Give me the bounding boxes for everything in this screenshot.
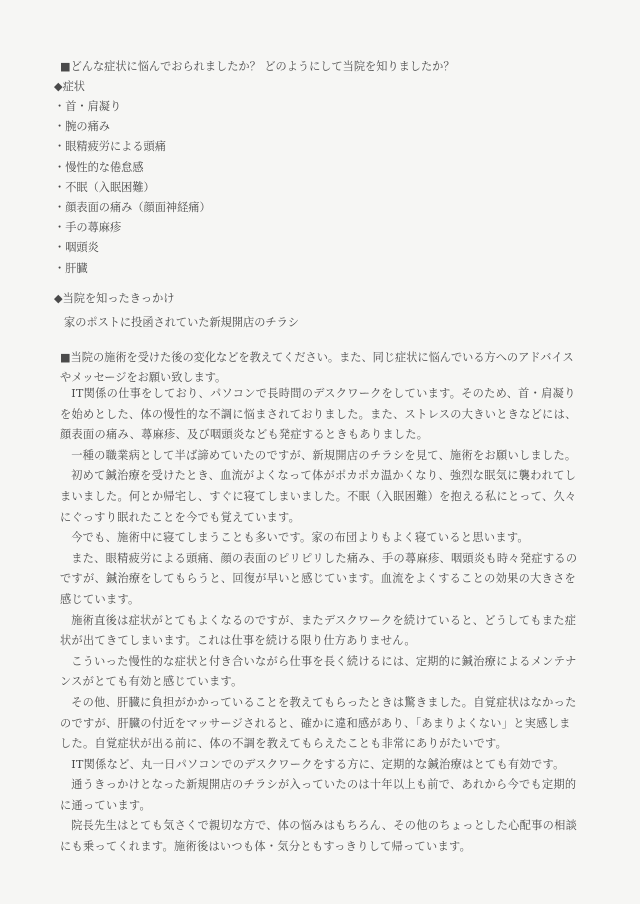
- symptom-item: ・腕の痛み: [54, 120, 110, 134]
- answer-paragraph: 今でも、施術中に寝てしまうことも多いです。家の布団よりもよく寝ていると思います。: [71, 531, 529, 545]
- source-text: 家のポストに投函されていた新規開店のチラシ: [64, 316, 299, 329]
- answer-paragraph: IT関係など、丸一日パソコンでのデスクワークをする方に、定期的な鍼治療はとても有効です。: [71, 757, 565, 771]
- symptom-list: [54, 100, 211, 282]
- answer-paragraph: 施術直後は症状がとてもよくなるのですが、またデスクワークを続けていると、どうしてもまた症状が出てきてしまいます。これは仕事を続ける限り仕方ありません。: [60, 613, 577, 648]
- symptom-item: ・慢性的な倦怠感: [54, 160, 144, 174]
- answer-paragraph: IT関係の仕事をしており、パソコンで長時間のデスクワークをしています。そのため、首・肩凝りを始めとした、体の慢性的な不調に悩まされておりました。また、ストレスの大きいときなどには、顔表面の痛み、蕁麻疹、及び咽頭炎なども発症するときもありました。: [60, 387, 577, 442]
- symptom-item: ・首・肩凝り: [54, 100, 122, 113]
- answer-paragraph: 通うきっかけとなった新規開店のチラシが入っていたのは十年以上も前で、あれから今でも定期的に通っています。: [60, 778, 577, 812]
- question-2-line: やメッセージをお願い致します。: [60, 371, 227, 384]
- symptom-item: ・顔表面の痛み（顔面神経痛）: [54, 200, 211, 214]
- answer-paragraph: その他、肝臓に負担がかかっていることを教えてもらったときは驚きました。自覚症状はなかったのですが、肝臓の付近をマッサージされると、確かに違和感があり、「あまりよくない」と実感しました。自覚症状が出る前に、体の不調を教えてもらえたことも非常にありがたいです。: [60, 695, 577, 751]
- question-2-heading: [60, 348, 580, 388]
- symptoms-heading: ◆症状: [54, 80, 85, 93]
- answer-paragraph: 一種の職業病として半ば諦めていたのですが、新規開店のチラシを見て、施術をお願いしました。: [71, 448, 577, 462]
- question-1-heading: ■どんな症状に悩んでおられましたか？ どのようにして当院を知りましたか？: [60, 60, 455, 73]
- symptom-item: ・咽頭炎: [54, 241, 99, 255]
- answer-body: [60, 384, 580, 858]
- symptom-item: ・肝臓: [54, 261, 88, 275]
- answer-paragraph: 初めて鍼治療を受けたとき、血流がよくなって体がポカポカ温かくなり、強烈な眠気に襲われてしまいました。何とか帰宅し、すぐに寝てしまいました。不眠（入眠困難）を抱える私にとって、久々にぐっすり眠れたことを今でも覚えています。: [60, 469, 577, 524]
- symptom-item: ・不眠（入眠困難）: [54, 180, 155, 194]
- source-heading: ◆当院を知ったきっかけ: [54, 292, 175, 305]
- answer-paragraph: 院長先生はとても気さくで親切な方で、体の悩みはもちろん、その他のちょっとした心配事の相談にも乗ってくれます。施術後はいつも体・気分ともすっきりして帰っています。: [60, 819, 578, 854]
- symptom-item: ・眼精疲労による頭痛: [54, 140, 166, 154]
- answer-paragraph: こういった慢性的な症状と付き合いながら仕事を長く続けるには、定期的に鍼治療によるメンテナンスがとても有効と感じています。: [60, 654, 577, 689]
- answer-paragraph: また、眼精疲労による頭痛、顔の表面のピリピリした痛み、手の蕁麻疹、咽頭炎も時々発症するのですが、鍼治療をしてもらうと、回復が早いと感じています。血流をよくすることの効果の大きさを感じています。: [60, 551, 578, 606]
- symptom-item: ・手の蕁麻疹: [54, 221, 122, 235]
- question-2-line: ■当院の施術を受けた後の変化などを教えてください。また、同じ症状に悩んでいる方へのアドバイス: [60, 351, 574, 364]
